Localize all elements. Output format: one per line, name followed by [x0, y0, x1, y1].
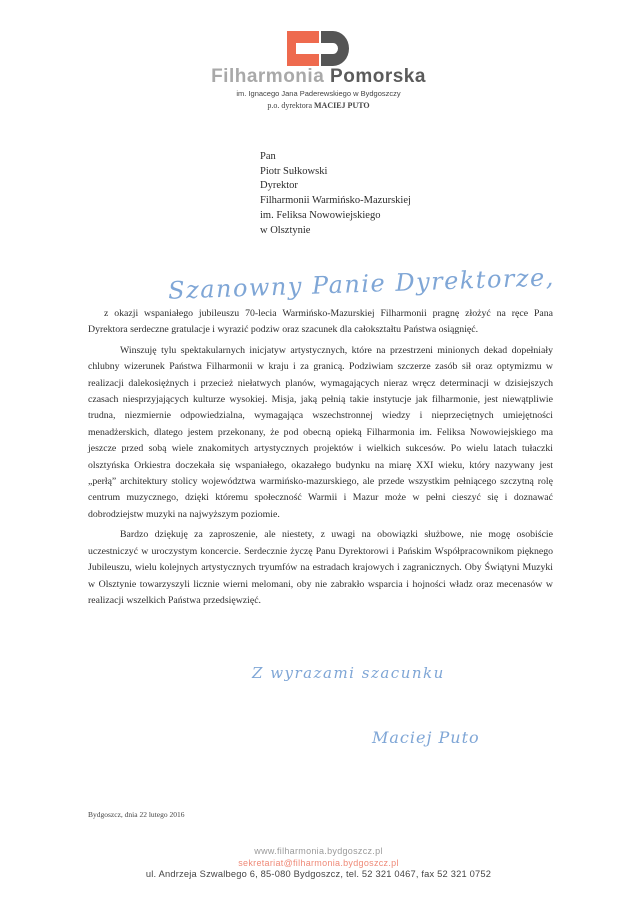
director-name: MACIEJ PUTO [314, 101, 370, 110]
recipient-line: im. Feliksa Nowowiejskiego [260, 209, 381, 221]
recipient-address [260, 150, 411, 238]
director-prefix: p.o. dyrektora [267, 101, 312, 110]
recipient-line: Dyrektor [260, 180, 298, 192]
letter-body [88, 306, 553, 609]
footer-website[interactable]: www.filharmonia.bydgoszcz.pl [254, 846, 383, 856]
body-paragraph-2: Winszuję tylu spektakularnych inicjatyw artystycznych, które na przestrzeni minionych dekad dopełniały chlubny wizerunek Państwa Filharmonii w kraju i za granicą. Podziwiam szczerze zasób sił oraz optymizmu w realizacji dalekosiężnych i przecież niełatwych planów, wymagających nieraz wręcz determinacji w dzisiejszych czasach niesprzyjających kulturze wysokiej. Misja, jaką pełnią takie instytucje jak filharmonie, jest niewątpliwie trudna, niezmiernie odpowiedzialna, wymagająca wszechstronnej wiedzy i nieprzeciętnych umiejętności menadżerskich, dlatego jestem przekonany, że pod obecną opieką Filharmonia im. Feliksa Nowowiejskiego ma jeszcze przed sobą wiele znakomitych artystycznych projektów i wielkich sukcesów. Po wielu latach tułaczki olsztyńska Orkiestra doczekała się wspaniałego, okazałego budynku na miarę XXI wieku, który nazywany jest „perłą” architektury stolicy województwa warmińsko-mazurskiego, ale przede wszystkim pełniącego szczytną rolę centrum muzycznego, dzięki któremu społeczność Warmii i Mazur może w pełni cieszyć się i doznawać dobrodziejstw muzyki na najwyższym poziomie. [88, 344, 553, 520]
body-paragraph-3: Bardzo dziękuję za zaproszenie, ale niestety, z uwagi na obowiązki służbowe, nie mogę osobiście uczestniczyć w uroczystym koncercie. Serdecznie życzę Panu Dyrektorowi i Pańskim Współpracownikom pięknego Jubileuszu, wielu kolejnych artystycznych tryumfów na estradach krajowych i zagranicznych. Oby Świątyni Muzyki w Olsztynie towarzyszyli licznie wierni melomani, oby nie zabrakło wsparcia i hojności władz oraz mecenasów w realizacji wszelkich Państwa przedsięwzięć. [88, 529, 553, 606]
handwritten-closing: Z wyrazami szacunku [252, 664, 445, 682]
body-paragraph-1: z okazji wspaniałego jubileuszu 70-lecia Warmińsko-Mazurskiej Filharmonii pragnę złożyć na ręce Pana Dyrektora serdeczne gratulacje i wyrazić podziw oraz szacunek dla całokształtu Państwa osiągnięć. [88, 308, 553, 336]
organization-name-part2: Pomorska [330, 66, 426, 87]
footer-email[interactable]: sekretariat@filharmonia.bydgoszcz.pl [238, 858, 399, 868]
recipient-line: Pan [260, 151, 276, 162]
organization-name-part1: Filharmonia [211, 66, 325, 87]
organization-subtitle: im. Ignacego Jana Paderewskiego w Bydgoszczy [236, 89, 401, 98]
organization-name [0, 66, 637, 88]
filharmonia-logo [287, 31, 349, 66]
handwritten-signature: Maciej Puto [372, 728, 480, 747]
handwritten-salutation: Szanowny Panie Dyrektorze, [167, 263, 556, 305]
footer-address: ul. Andrzeja Szwalbego 6, 85-080 Bydgoszcz, tel. 52 321 0467, fax 52 321 0752 [145, 869, 492, 879]
recipient-line: Piotr Sułkowski [260, 165, 328, 177]
recipient-line: w Olsztynie [260, 224, 311, 236]
letter-date: Bydgoszcz, dnia 22 lutego 2016 [88, 810, 185, 819]
director-line [0, 101, 637, 110]
recipient-line: Filharmonii Warmińsko-Mazurskiej [260, 195, 411, 207]
